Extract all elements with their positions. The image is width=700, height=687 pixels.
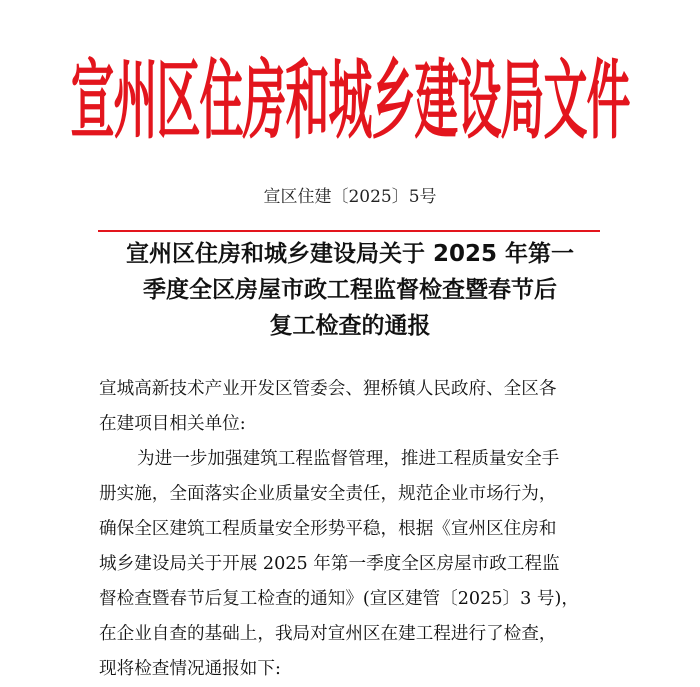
red-divider-line	[98, 230, 600, 232]
title-line: 复工检查的通报	[269, 313, 431, 339]
document-title	[60, 236, 640, 344]
paragraph-line: 在企业自查的基础上，我局对宣州区在建工程进行了检查，	[99, 624, 557, 644]
document-number: 宣区住建〔2025〕5号	[263, 187, 437, 207]
paragraph-line: 册实施，全面落实企业质量安全责任，规范企业市场行为，	[99, 484, 557, 504]
paragraph-line: 城乡建设局关于开展 2025 年第一季度全区房屋市政工程监	[99, 554, 560, 574]
issuing-organization-header: 宣州区住房和城乡建设局文件	[70, 52, 630, 152]
title-line: 季度全区房屋市政工程监督检查暨春节后	[143, 277, 557, 303]
addressee-line: 在建项目相关单位:	[99, 414, 246, 434]
paragraph-line: 督检查暨春节后复工检查的通知》(宣区建管〔2025〕3 号)，	[99, 589, 579, 609]
paragraph-line: 现将检查情况通报如下:	[99, 659, 281, 679]
document-body	[99, 372, 619, 687]
addressee-line: 宣城高新技术产业开发区管委会、狸桥镇人民政府、全区各	[99, 379, 557, 399]
title-line: 宣州区住房和城乡建设局关于 2025 年第一	[125, 241, 575, 267]
paragraph-line: 确保全区建筑工程质量安全形势平稳，根据《宣州区住房和	[99, 519, 557, 539]
paragraph-line: 为进一步加强建筑工程监督管理，推进工程质量安全手	[137, 449, 560, 469]
